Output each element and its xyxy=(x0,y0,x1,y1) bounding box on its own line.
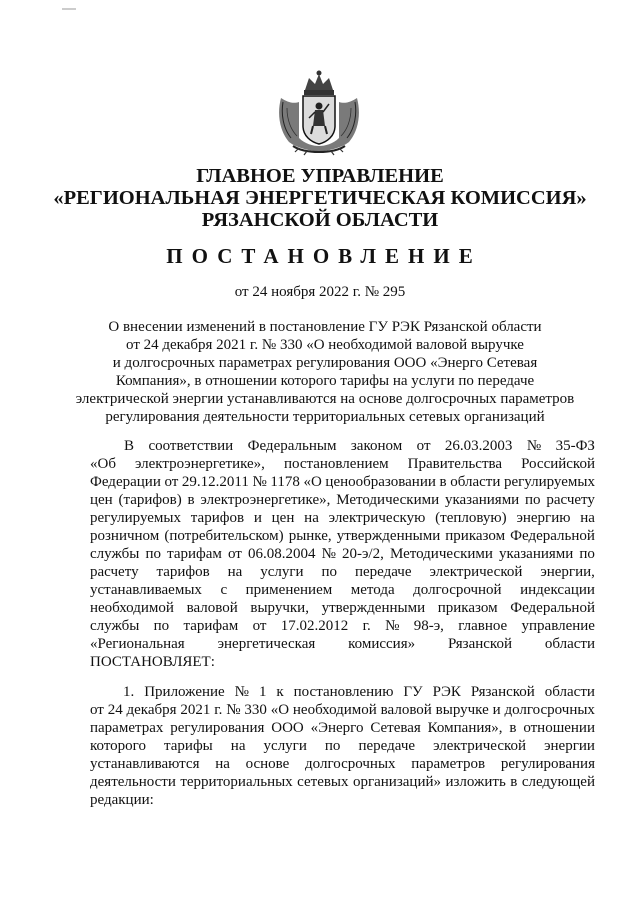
word: долгосрочных xyxy=(504,702,595,718)
body-line xyxy=(90,473,595,491)
word: изложить xyxy=(445,774,506,790)
word: регулирования xyxy=(170,720,265,736)
word: комиссия» xyxy=(348,636,416,652)
word: электроэнергетике», xyxy=(134,456,265,472)
word: цен xyxy=(271,510,295,526)
word: Федеральной xyxy=(510,528,595,544)
body-line xyxy=(90,635,595,653)
word: тарифы xyxy=(164,738,213,754)
word: 330 xyxy=(244,702,267,718)
word: на xyxy=(227,564,243,580)
body-line-resolves xyxy=(90,653,595,671)
word: по xyxy=(153,618,170,634)
word: в xyxy=(187,492,195,508)
word: от xyxy=(164,474,179,490)
word: Федеральной xyxy=(510,600,595,616)
word: утвержденными xyxy=(336,528,441,544)
word: Правительства xyxy=(407,456,503,472)
word: электроэнергетике», xyxy=(200,492,331,508)
word: энергетическая xyxy=(217,636,316,652)
word: основе xyxy=(245,756,290,772)
word: Сетевая xyxy=(370,720,421,736)
body-line xyxy=(90,527,595,545)
word: 35-ФЗ xyxy=(555,438,595,454)
item-1-line xyxy=(90,701,595,719)
word: долгосрочных xyxy=(305,756,396,772)
word: тарифов xyxy=(190,510,245,526)
word: постановлению xyxy=(293,684,394,700)
word: ООО xyxy=(271,720,304,736)
word: ПОСТАНОВЛЯЕТ: xyxy=(90,654,215,670)
body-line xyxy=(90,617,595,635)
decree-date-number: от 24 ноября 2022 г. № 295 xyxy=(234,284,406,300)
word: 98-э, xyxy=(413,618,444,634)
word: (тарифов) xyxy=(118,492,182,508)
word: (потребительском) xyxy=(164,528,284,544)
word: расчету xyxy=(546,492,595,508)
word: на xyxy=(580,510,595,526)
body-line xyxy=(90,545,595,563)
word: ГУ xyxy=(403,684,423,700)
word: законом xyxy=(350,438,403,454)
word: № xyxy=(226,702,241,718)
word: Приложение xyxy=(144,684,225,700)
word: В xyxy=(124,438,135,454)
word: энергии xyxy=(544,738,595,754)
word: услуги xyxy=(260,564,304,580)
word: № xyxy=(526,438,542,454)
word: отношении xyxy=(523,720,595,736)
word: Рязанской xyxy=(470,684,535,700)
word: 17.02.2012 xyxy=(280,618,349,634)
word: соответствии xyxy=(148,438,234,454)
word: «Об xyxy=(90,456,116,472)
word: службы xyxy=(90,546,140,562)
word: на xyxy=(230,738,246,754)
item-1-line xyxy=(123,683,595,701)
word: Федерации xyxy=(90,474,161,490)
word: по xyxy=(579,546,595,562)
word: применением xyxy=(245,582,333,598)
word: редакции: xyxy=(90,792,154,808)
word: Методическими xyxy=(389,546,493,562)
word: регулируемых xyxy=(503,474,595,490)
word: ценообразовании xyxy=(325,474,436,490)
word: Федеральным xyxy=(247,438,337,454)
word: в xyxy=(439,474,447,490)
word: устанавливаются xyxy=(90,756,200,772)
word: сетевых xyxy=(297,774,349,790)
word: № xyxy=(252,474,267,490)
body-line xyxy=(90,455,595,473)
word: декабря xyxy=(126,702,177,718)
word: 1 xyxy=(258,684,267,700)
body-line xyxy=(90,563,595,581)
body-line xyxy=(90,491,595,509)
word: электрическую xyxy=(328,510,426,526)
word: 29.12.2011 xyxy=(181,474,249,490)
word: розничном xyxy=(90,528,160,544)
subject-line: электрической энергии устанавливаются на основе долгосрочных параметров xyxy=(75,391,575,407)
word: от xyxy=(227,546,242,562)
subject-line: от 24 декабря 2021 г. № 330 «О необходимой валовой выручке xyxy=(126,337,524,353)
word: необходимой xyxy=(90,600,174,616)
word: на xyxy=(304,510,319,526)
word: области xyxy=(450,474,501,490)
word: по xyxy=(321,564,338,580)
word: Методическими xyxy=(336,492,440,508)
word: «О xyxy=(303,474,322,490)
word: «Региональная xyxy=(90,636,185,652)
word: № xyxy=(234,684,249,700)
authority-name-line-1: ГЛАВНОЕ УПРАВЛЕНИЕ xyxy=(196,165,444,187)
subject-line: и долгосрочных параметрах регулирования ООО «Энерго Сетевая xyxy=(112,355,538,371)
word: территориальных xyxy=(180,774,293,790)
word: электрической xyxy=(429,564,523,580)
word: главное xyxy=(458,618,508,634)
word: электрической xyxy=(433,738,527,754)
authority-name-line-3: РЯЗАНСКОЙ ОБЛАСТИ xyxy=(201,209,439,231)
word: 26.03.2003 xyxy=(444,438,513,454)
word: приказом xyxy=(437,600,498,616)
word: услуги xyxy=(263,738,307,754)
word: рынке, xyxy=(288,528,332,544)
word: в xyxy=(509,720,517,736)
word: указаниями xyxy=(444,492,520,508)
word: организаций» xyxy=(352,774,441,790)
word: 20-э/2, xyxy=(341,546,384,562)
word: валовой xyxy=(380,702,432,718)
word: выручки, xyxy=(250,600,309,616)
item-1-line xyxy=(90,719,595,737)
word: передаче xyxy=(358,738,416,754)
body-line xyxy=(90,509,595,527)
word: по xyxy=(324,738,341,754)
word: 1178 xyxy=(270,474,300,490)
word: энергии, xyxy=(540,564,595,580)
word: расчету xyxy=(90,564,139,580)
word: и xyxy=(253,510,262,526)
word: управление xyxy=(521,618,595,634)
word: параметрах xyxy=(90,720,164,736)
word: 06.08.2004 xyxy=(247,546,316,562)
word: валовой xyxy=(186,600,238,616)
word: деятельности xyxy=(90,774,176,790)
word: регулирования xyxy=(500,756,595,772)
item-1-line xyxy=(90,755,595,773)
word: 1. xyxy=(123,684,135,700)
word: службы xyxy=(90,618,140,634)
word: энергию xyxy=(516,510,571,526)
word: индексации xyxy=(520,582,595,598)
item-1-line xyxy=(90,737,595,755)
word: области xyxy=(544,684,595,700)
word: указаниями xyxy=(499,546,574,562)
word: и xyxy=(492,702,501,718)
body-line xyxy=(124,437,595,455)
word: к xyxy=(276,684,284,700)
word: тарифам xyxy=(183,618,239,634)
word: 2021 xyxy=(180,702,211,718)
item-1-line xyxy=(90,791,595,809)
word: параметров xyxy=(411,756,486,772)
word: на xyxy=(215,756,230,772)
word: утвержденными xyxy=(321,600,426,616)
word: по xyxy=(145,546,161,562)
word: (тепловую) xyxy=(435,510,507,526)
word: с xyxy=(220,582,228,598)
subject-line: регулирования деятельности территориальных сетевых организаций xyxy=(105,409,545,425)
subject-line: О внесении изменений в постановление ГУ РЭК Рязанской области xyxy=(108,319,542,335)
word: следующей xyxy=(521,774,595,790)
scan-artifact xyxy=(62,8,76,10)
word: Рязанской xyxy=(447,636,512,652)
word: 24 xyxy=(107,702,123,718)
word: которого xyxy=(90,738,146,754)
word: от xyxy=(416,438,431,454)
word: метода xyxy=(350,582,395,598)
word: «О xyxy=(270,702,290,718)
word: передаче xyxy=(354,564,412,580)
word: выручке xyxy=(435,702,489,718)
word: тарифам xyxy=(167,546,222,562)
word: по xyxy=(525,492,541,508)
word: постановлением xyxy=(283,456,389,472)
word: «Энерго xyxy=(310,720,364,736)
word: от xyxy=(252,618,267,634)
coat-of-arms-emblem xyxy=(271,68,367,156)
body-line xyxy=(90,581,595,599)
word: тарифов xyxy=(156,564,210,580)
word: цен xyxy=(90,492,113,508)
word: Компания», xyxy=(427,720,503,736)
word: регулируемых xyxy=(90,510,181,526)
word: долгосрочной xyxy=(413,582,502,598)
word: приказом xyxy=(445,528,506,544)
body-line xyxy=(90,599,595,617)
item-1-line xyxy=(90,773,595,791)
word: № xyxy=(321,546,336,562)
authority-name-line-2: «РЕГИОНАЛЬНАЯ ЭНЕРГЕТИЧЕСКАЯ КОМИССИЯ» xyxy=(53,187,587,209)
document-type-title: ПОСТАНОВЛЕНИЕ xyxy=(166,244,482,268)
word: Российской xyxy=(521,456,595,472)
subject-line: Компания», в отношении которого тарифы на услуги по передаче xyxy=(115,373,535,389)
word: устанавливаемых xyxy=(90,582,202,598)
word: г. xyxy=(362,618,371,634)
word: в xyxy=(510,774,518,790)
word: № xyxy=(385,618,400,634)
word: области xyxy=(544,636,595,652)
word: г. xyxy=(214,702,223,718)
word: РЭК xyxy=(432,684,461,700)
word: необходимой xyxy=(292,702,377,718)
word: от xyxy=(90,702,104,718)
